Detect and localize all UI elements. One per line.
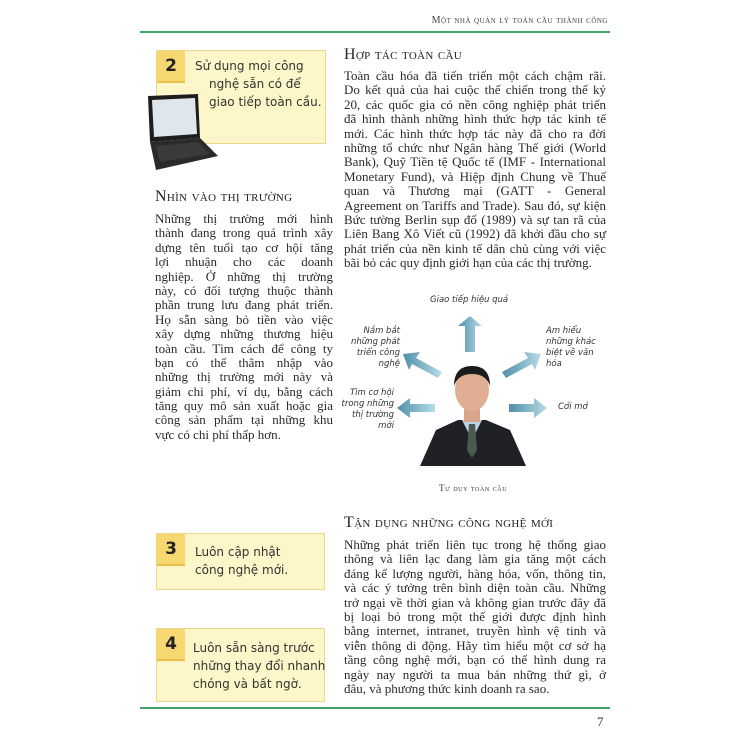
tip-line: Luôn sẵn sàng trước (193, 641, 315, 655)
label-line: triển công (356, 348, 400, 358)
tip-line: giao tiếp toàn cầu. (209, 95, 322, 109)
text-line: quan và Thương mại (GATT - General (344, 183, 606, 199)
text-line: toàn cầu. Tìm cách để công ty (155, 340, 333, 356)
text-line: dựng tên tuổi tạo cơ hội tăng (155, 239, 333, 255)
text-line: bị loại bỏ trong một thế giới được định hình (344, 608, 606, 624)
arrow-upper-right-icon (502, 352, 541, 378)
running-title: Một nhà quản lý toàn cầu thành công (431, 15, 608, 26)
global-mindset-diagram (340, 290, 610, 500)
text-line: giảm chi phí, ví dụ, bằng cách (155, 383, 333, 399)
technology-paragraph (344, 538, 606, 696)
text-line: trở ngại về thời gian và không gian trước đây đã (344, 594, 606, 610)
diagram-label-top: Giao tiếp hiệu quả (430, 295, 509, 305)
text-line: bạn có thể thâm nhập vào (155, 354, 333, 370)
tip-line: Luôn cập nhật (195, 545, 281, 559)
text-line: thành đang trong quá trình xây (155, 225, 333, 241)
text-line: những tổ chức như Ngân hàng Thế giới (World (344, 139, 606, 155)
diagram-label-left (340, 388, 394, 432)
label-line: Tìm cơ hội (349, 388, 394, 398)
text-line: Họ sẵn sàng bỏ tiền vào việc (155, 311, 333, 327)
label-line: Am hiểu (546, 326, 582, 336)
label-line: mới (378, 421, 394, 431)
text-line: Bank), Quỹ Tiền tệ Quốc tế (IMF - International (344, 154, 606, 170)
text-line: Do kết quả của hai cuộc thế chiến trong thế kỷ (344, 82, 606, 98)
text-line: Những phát triển liên tục trong hệ thống giao (344, 537, 606, 552)
text-line: 20, các quốc gia có nền công nghiệp phát triển (344, 96, 606, 112)
tip-number: 2 (157, 51, 185, 83)
text-line: lợi nhuận cho các doanh (155, 254, 333, 270)
text-line: nghiệp. Ở những thị trường (155, 268, 333, 284)
text-line: viễn thông di động. Hãy tìm hiểu một cơ sở hạ (344, 637, 606, 653)
text-line: Bức tường Berlin sụp đổ (1989) và sự tan rã của (344, 211, 606, 227)
diagram-label-upper-right (546, 326, 608, 370)
businessman-image (420, 366, 526, 466)
text-line: Liên Bang Xô Viết cũ (1992) đã khởi đầu cho sự (344, 226, 606, 242)
text-line: bãi bỏ các quy định giới hạn của các thị trường. (344, 255, 592, 271)
text-line: đã hình thành những hình thức hợp tác kinh tế (344, 111, 606, 127)
label-line: Nắm bắt (363, 326, 400, 336)
arrow-up-icon (458, 316, 482, 352)
market-paragraph (155, 212, 333, 442)
footer-rule (140, 707, 610, 709)
arrow-right-icon (509, 398, 547, 418)
diagram-caption: Tư duy toàn cầu (439, 483, 508, 493)
tip-line: những thay đổi nhanh (193, 659, 326, 673)
label-line: những khác (546, 337, 596, 347)
text-line: ngày nay người ta mua bán những thứ gì, ở (344, 666, 606, 682)
diagram-label-upper-left (344, 326, 400, 370)
label-line: những phát (351, 337, 400, 347)
text-line: tăng quy mô sản xuất hoặc gia (155, 398, 333, 414)
text-line: xây dựng những thương hiệu (155, 326, 333, 342)
text-line: công sản phẩm tại những khu (155, 412, 333, 428)
tip-box-4 (156, 628, 325, 702)
section-heading-market: Nhìn vào thị trường (155, 188, 293, 205)
text-line: phát triển của nền kinh tế dân chủ cùng với việc (344, 240, 606, 256)
arrow-left-icon (397, 398, 435, 418)
text-line: này, có đối tượng thuộc thành (155, 282, 333, 298)
arrow-upper-left-icon (403, 352, 442, 378)
tip-line: nghệ sẵn có để (209, 77, 301, 91)
tip-line: Sử dụng mọi công (195, 59, 304, 73)
tip-number: 4 (157, 629, 185, 661)
text-line: đâu, và phương thức kinh doanh ra sao. (344, 680, 550, 696)
tip-number: 3 (157, 534, 185, 566)
label-line: trong những (341, 399, 394, 409)
text-line: đáng kể lượng người, hàng hóa, vốn, thông tin, (344, 565, 606, 581)
text-line: Agreement on Tariffs and Trade). Sau đó, sự kiện (344, 197, 606, 213)
cooperation-paragraph (344, 69, 606, 270)
tip-line: công nghệ mới. (195, 563, 289, 577)
text-line: mới. Các hình thức hợp tác này đã cho ra đời (344, 125, 606, 141)
text-line: và các ý tưởng trên bình diện toàn cầu. Những (344, 580, 606, 596)
text-line: thông và liên lạc đang làm gia tăng một cách (344, 551, 606, 567)
label-line: biệt về văn (546, 348, 594, 358)
text-line: Những thị trường mới hình (155, 211, 333, 226)
label-line: nghệ (378, 359, 400, 369)
section-heading-technology: Tận dụng những công nghệ mới (344, 514, 554, 531)
tip-box-3 (156, 533, 325, 590)
page-number: 7 (597, 714, 604, 729)
header-rule (140, 31, 610, 33)
laptop-image (142, 94, 222, 174)
text-line: phần trung lưu đang phát triển. (155, 297, 333, 313)
label-line: thị trường (352, 410, 394, 420)
text-line: những thị trường mới này và (155, 369, 333, 385)
section-heading-cooperation: Hợp tác toàn cầu (344, 46, 462, 63)
text-line: vực có chi phí thấp hơn. (155, 426, 281, 442)
label-line: hóa (546, 359, 562, 369)
tip-line: chóng và bất ngờ. (193, 677, 302, 691)
text-line: tầng công nghệ mới, bạn có thể hình dung ra (344, 652, 606, 668)
diagram-label-right: Cởi mở (558, 402, 588, 412)
text-line: Toàn cầu hóa đã tiến triển một cách chậm rãi. (344, 68, 606, 83)
text-line: Monetary Fund), và Hiệp định Chung về Thuế (344, 168, 606, 184)
text-line: bằng internet, intranet, truyền hình vệ tinh và (344, 623, 606, 639)
